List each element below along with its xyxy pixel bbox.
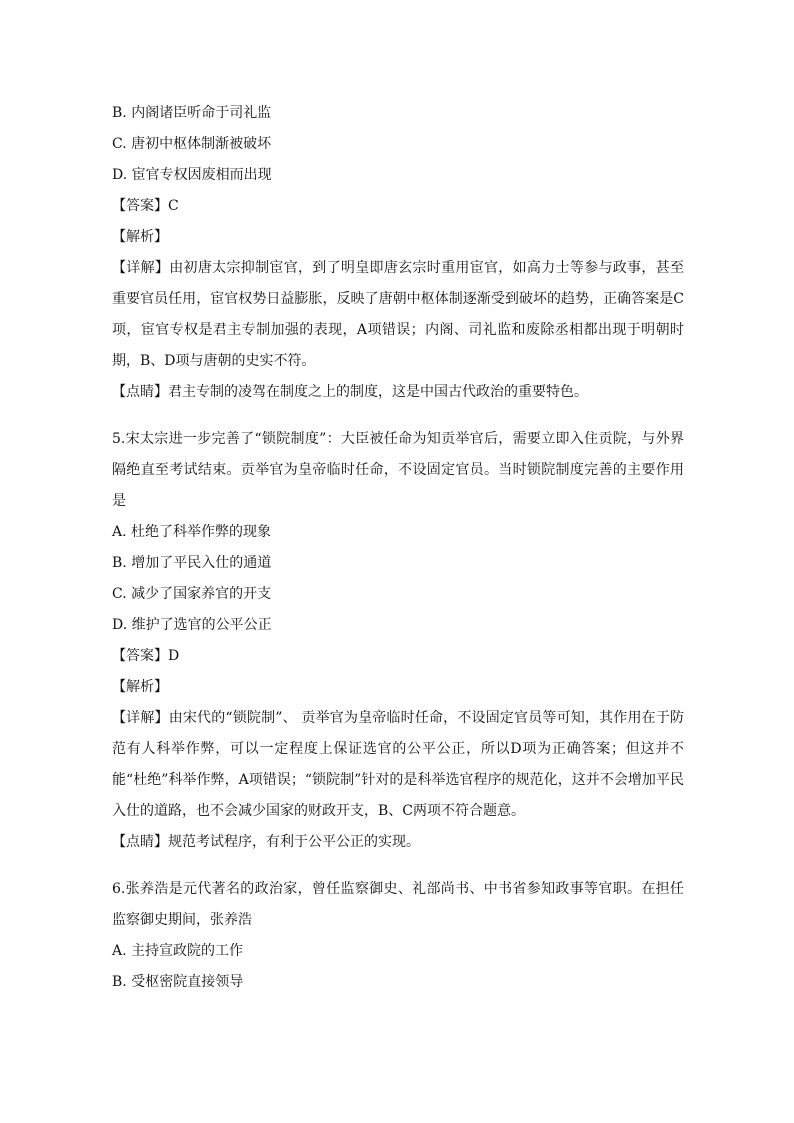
document-page bbox=[112, 98, 684, 998]
q4-detail: 【详解】由初唐太宗抑制宦官，到了明皇即唐玄宗时重用宦官，如高力士等参与政事，甚至重要官员任用，宦官权势日益膨胀，反映了唐朝中枢体制逐渐受到破坏的趋势，正确答案是C项，宦官专权是君主专制加强的表现，A项错误；内阁、司礼监和废除丞相都出现于明朝时期，B、D项与唐朝的史实不符。 bbox=[112, 260, 684, 369]
q6-option-a: A. 主持宣政院的工作 bbox=[112, 943, 244, 959]
question-5 bbox=[112, 424, 684, 858]
q5-option-b: B. 增加了平民入仕的通道 bbox=[112, 555, 272, 571]
q5-answer: 【答案】D bbox=[112, 648, 180, 664]
q6-stem: 6.张养浩是元代著名的政治家，曾任监察御史、礼部尚书、中书省参知政事等官职。在担任监察御史期间，张养浩 bbox=[112, 881, 684, 928]
q4-analysis-label: 【解析】 bbox=[112, 229, 168, 245]
spacer bbox=[112, 408, 684, 424]
q4-option-c: C. 唐初中枢体制渐被破坏 bbox=[112, 136, 272, 152]
spacer bbox=[112, 858, 684, 874]
q4-point: 【点睛】君主专制的凌驾在制度之上的制度，这是中国古代政治的重要特色。 bbox=[112, 384, 588, 400]
q4-answer: 【答案】C bbox=[112, 198, 179, 214]
q5-option-c: C. 减少了国家养官的开支 bbox=[112, 586, 272, 602]
q6-option-b: B. 受枢密院直接领导 bbox=[112, 974, 244, 990]
q5-analysis-label: 【解析】 bbox=[112, 679, 168, 695]
q5-stem: 5.宋太宗进一步完善了“锁院制度”：大臣被任命为知贡举官后，需要立即入住贡院，与外界隔绝直至考试结束。贡举官为皇帝临时任命，不设固定官员。当时锁院制度完善的主要作用是 bbox=[112, 431, 684, 509]
q4-option-d: D. 宦官专权因废相而出现 bbox=[112, 167, 272, 183]
q5-detail: 【详解】由宋代的“锁院制”、 贡举官为皇帝临时任命，不设固定官员等可知，其作用在于防范有人科举作弊，可以一定程度上保证选官的公平公正，所以D项为正确答案；但这并不能“杜绝”科举作弊，A项错误；“锁院制”针对的是科举选官程序的规范化，这并不会增加平民入仕的道路，也不会减少国家的财政开支，B、C两项不符合题意。 bbox=[112, 710, 684, 819]
q5-point: 【点睛】规范考试程序，有利于公平公正的实现。 bbox=[112, 834, 420, 850]
question-6 bbox=[112, 874, 684, 998]
question-4-tail bbox=[112, 98, 684, 408]
q5-option-a: A. 杜绝了科举作弊的现象 bbox=[112, 524, 272, 540]
q4-option-b: B. 内阁诸臣听命于司礼监 bbox=[112, 105, 272, 121]
q5-option-d: D. 维护了选官的公平公正 bbox=[112, 617, 272, 633]
